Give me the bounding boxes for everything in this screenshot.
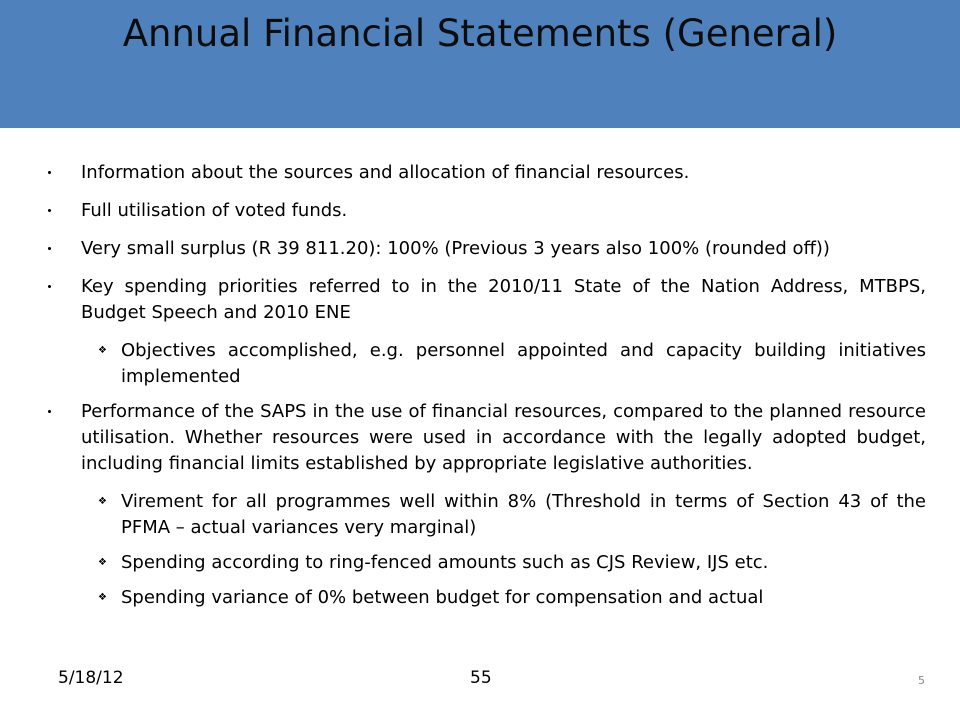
bullet-item: [48, 399, 926, 477]
bullet-item: [48, 274, 926, 326]
bullet-text: Spending according to ring-fenced amounts such as CJS Review, IJS etc.: [121, 552, 769, 573]
slide-number: 5: [918, 674, 925, 687]
sub-bullet-item: [48, 338, 926, 390]
sub-bullet-item: [48, 489, 926, 541]
bullet-text: Full utilisation of voted funds.: [81, 200, 348, 221]
dot-icon: [48, 410, 51, 413]
footer-page-number: 55: [470, 668, 492, 688]
footer-date: 5/18/12: [58, 668, 124, 688]
bullet-text: Very small surplus (R 39 811.20): 100% (Previous 3 years also 100% (rounded off)): [81, 238, 830, 259]
bullet-item: [48, 160, 926, 186]
bullet-text: Key spending priorities referred to in the 2010/11 State of the Nation Address, MTBPS, Budget Speech and 2010 ENE: [81, 276, 926, 323]
dot-icon: [48, 209, 51, 212]
diamond-quad-icon: ❖: [98, 345, 107, 356]
bullet-text: Performance of the SAPS in the use of financial resources, compared to the planned resource utilisation. Whether resources were used in accordance with the legally adopted budget, including financial limits established by appropriate legislative authorities.: [81, 401, 926, 474]
bullet-list: [48, 160, 926, 620]
dot-icon: [48, 247, 51, 250]
diamond-quad-icon: ❖: [98, 592, 107, 603]
dot-icon: [48, 285, 51, 288]
slide-title: Annual Financial Statements (General): [122, 12, 838, 55]
sub-bullet-item: [48, 550, 926, 576]
diamond-quad-icon: ❖: [98, 557, 107, 568]
sub-bullet-item: [48, 585, 926, 611]
bullet-text: Spending variance of 0% between budget for compensation and actual: [121, 587, 764, 608]
dot-icon: [48, 171, 51, 174]
bullet-item: [48, 236, 926, 262]
diamond-quad-icon: ❖: [98, 496, 107, 507]
bullet-text: Objectives accomplished, e.g. personnel appointed and capacity building initiatives implemented: [121, 340, 926, 387]
bullet-item: [48, 198, 926, 224]
bullet-text: Virement for all programmes well within 8% (Threshold in terms of Section 43 of the PFMA – actual variances very marginal): [121, 491, 926, 538]
bullet-text: Information about the sources and allocation of financial resources.: [81, 162, 690, 183]
